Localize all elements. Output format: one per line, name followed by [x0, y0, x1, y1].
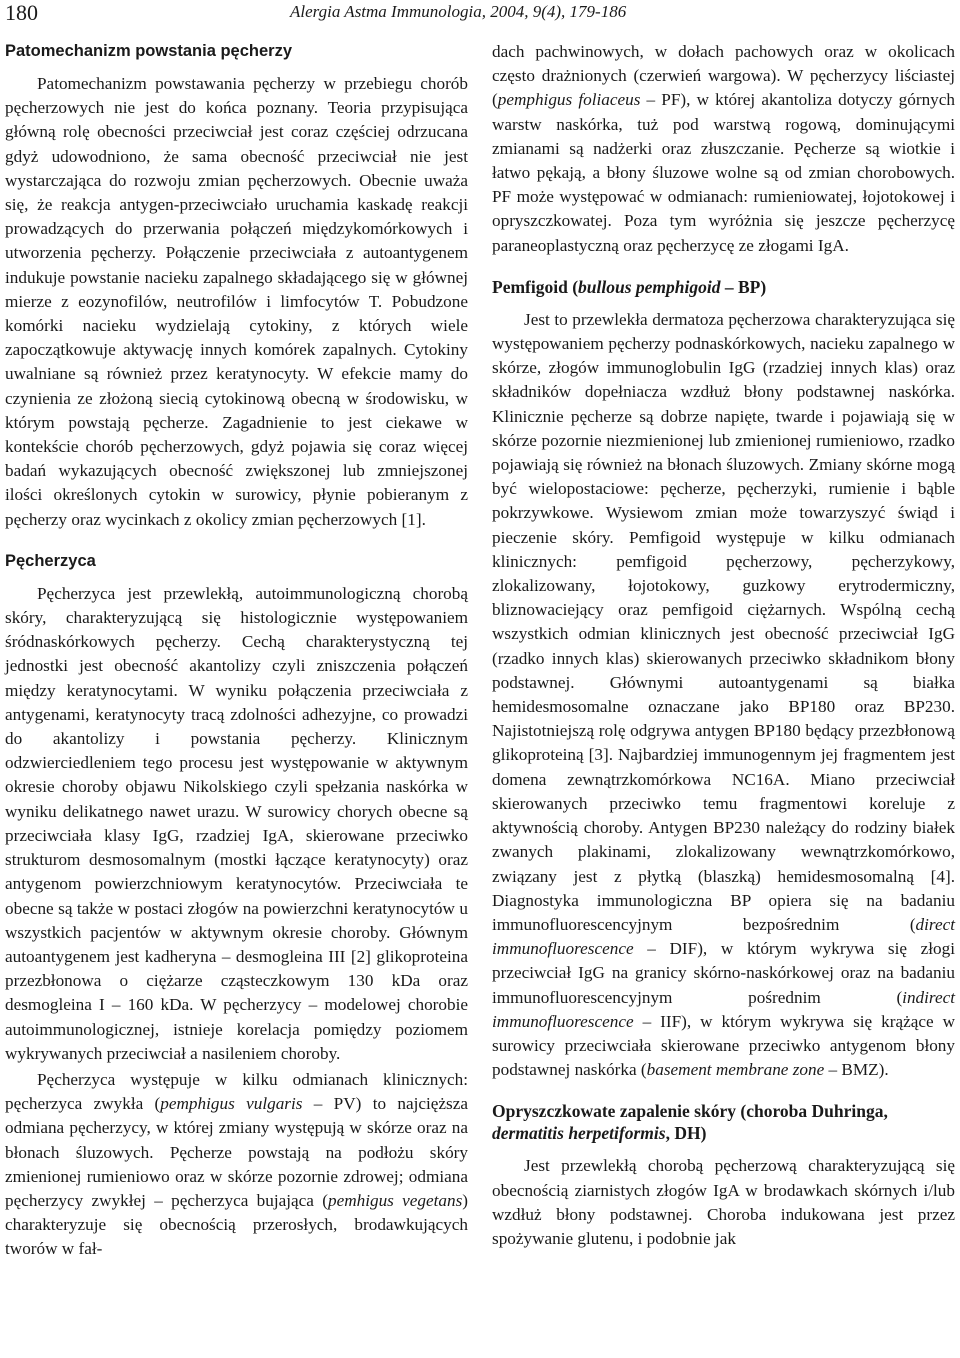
page-number: 180	[5, 0, 38, 25]
paragraph-pecherzyca-1: Pęcherzyca jest przewlekłą, autoimmunologiczną chorobą skóry, charakteryzującą się histologicznie występowaniem śródnaskórkowych pęcherzy. Cechą charakterystyczną tej jednostki jest obecność akantolizy czyli zniszczenia połączeń między keratynocytami. W wyniku połączenia przeciwciała z antygenami, keratynocyty tracą zdolności adhezyjne, co prowadzi do akantolizy i powstania pęcherzy. Klinicznym odzwierciedleniem tego procesu jest występowanie w aktywnym okresie choroby objawu Nikolskiego czyli spełzania naskórka w wyniku delikatnego nawet urazu. W surowicy chorych obecne są przeciwciała klasy IgG, rzadziej IgA, skierowane przeciwko strukturom desmosomalnym (mostki łączące keratynocyty) oraz antygenom powierzchniowym keratynocytów. Przeciwciała te obecne są także w postaci złogów na powierzchni keratynocytów u wszystkich pacjentów w aktywnym okresie choroby. Głównym autoantygenem jest kadheryna – desmogleina III [2] glikoproteina przezbłonowa o ciężarze cząsteczkowym 130 kDa oraz desmogleina I – 160 kDa. W pęcherzycy – modelowej chorobie autoimmunologicznej, istnieje korelacja pomiędzy poziomem wykrywanych przeciwciał a nasileniem choroby.	[5, 583, 468, 1063]
paragraph-pecherzyca-2: Pęcherzyca występuje w kilku odmianach klinicznych: pęcherzyca zwykła (pemphigus vulgaris – PV) to najcięższa odmiana pęcherzycy, w której zmiany występują w skórze oraz na błonach śluzowych. Pęcherze powstają na podłożu skóry zmienionej rumieniowo oraz w skórze pozornie zdrowej; odmiana pęcherzycy zwykłej – pęcherzyca bujająca (pemhigus vegetans) charakteryzuje się obecnością przerosłych, brodawkujących tworów w fał-	[5, 1069, 469, 1259]
paragraph-pemfigoid: Jest to przewlekła dermatoza pęcherzowa charakteryzująca się występowaniem pęcherzy podnaskórkowych, nacieku zapalnego w skórze, złogów immunoglobulin IgG (rzadziej innych klas) oraz składników dopełniacza wzdłuż błony podstawnej naskórka. Klinicznie pęcherze są dobrze napięte, twarde i pojawiają się w skórze pozornie niezmienionej lub zmienionej rumieniowo, rzadko pojawiają się również na błonach śluzowych. Zmiany skórne mogą być wielopostaciowe: pęcherze, pęcherzyki, rumienie i bąble pokrzywkowe. Wysiewom zmian może towarzyszyć świąd i pieczenie skóry. Pemfigoid występuje w kilku odmianach klinicznych: pemfigoid pęcherzowy, pęcherzykowy, zlokalizowany, łojotokowy, guzkowy erytrodermiczny, bliznowaciejący oraz pemfigoid ciężarnych. Wspólną cechą wszystkich odmian klinicznych jest obecność przeciwciał IgG (rzadko innych klas) skierowanych przeciwko składnikom błony podstawnej. Głównymi autoantygenami są białka hemidesmosomalne oznaczane jako BP180 oraz BP230. Najistotniejszą rolę odgrywa antygen BP180 będący przezbłonową glikoproteiną [3]. Najbardziej immunogennym jej fragmentem jest domena zewnątrzkomórkowa NC16A. Miano przeciwciał skierowanych przeciwko temu fragmentowi koreluje z aktywnością choroby. Antygen BP230 należący do rodziny białek zwanych plakinami, zlokalizowany wewnątrzkomórkowo, związany jest z płytką (blaszką) hemidesmosomalną [4]. Diagnostyka immunologiczna BP opiera się na badaniu immunofluorescencyjnym bezpośrednim (direct immunofluorescence – DIF), w którym wykrywa się złogi przeciwciał IgG na granicy skórno-naskórkowej oraz na badaniu immunofluorescencyjnym pośrednim (indirect immunofluorescence – IIF), w którym wykrywa się krążące w surowicy przeciwciała skierowane przeciwko antygenom błony podstawnej naskórka (basement membrane zone – BMZ).	[492, 309, 955, 1080]
paragraph-duhring: Jest przewlekłą chorobą pęcherzową charakteryzującą się obecnością ziarnistych złogów IgA w brodawkach skórnych i/lub wzdłuż błony podstawnej. Choroba indukowana jest przez spożywanie glutenu, i podobnie jak	[492, 1156, 955, 1248]
paragraph-patomechanizm: Patomechanizm powstawania pęcherzy w przebiegu chorób pęcherzowych nie jest do końca poznany. Teoria przypisująca główną rolę obecności przeciwciał jest coraz częściej odrzucana gdyż udowodniono, że sama obecność przeciwciał nie jest wystarczająca do rozwoju zmian pęcherzowych. Obecnie uważa się, że reakcja antygen-przeciwciało uruchamia kaskadę reakcji prowadzących do przerwania połączeń międzykomórkowych i utworzenia pęcherzy. Połączenie przeciwciała z autoantygenem indukuje powstanie nacieku zapalnego składającego się w głównej mierze z eozynofilów, neutrofilów i limfocytów T. Pobudzone komórki nacieku wydzielają cytokiny, z których wiele zapoczątkowuje aktywację innych komórek zapalnych. Cytokiny uwalniane są również przez keratynocyty. W efekcie mamy do czynienia ze złożoną siecią cytokinową obecną w środowisku, w którym powstają pęcherze. Zagadnienie to jest ciekawe w kontekście chorób pęcherzowych, gdyż pojawia się coraz więcej badań wykazujących obecność zwiększonej lub zmniejszonej ilości określonych cytokin w surowicy, płynie pobieranym z pęcherzy oraz wycinkach z okolicy zmian pęcherzowych [1].	[5, 74, 468, 529]
paragraph-pecherzyca-continued: dach pachwinowych, w dołach pachowych oraz w okolicach często drażnionych (czerwień wargowa). W pęcherzycy liściastej (pemphigus foliaceus – PF), w której akantoliza dotyczy górnych warstw naskórka, tuż pod warstwą rogową, dominującymi zmianami są nadżerki oraz złuszczanie. Pęcherze są wiotkie i łatwo pękają, a błony śluzowe wolne są od zmian chorobowych. PF może występować w odmianach: rumieniowatej, łojotokowej i opryszczkowatej. Poza tym wyróżnia się jeszcze pęcherzycę paraneoplastyczną oraz pęcherzycę ze złogami IgA.	[492, 42, 955, 255]
left-column	[5, 40, 468, 1262]
journal-citation: Alergia Astma Immunologia, 2004, 9(4), 179-186	[290, 2, 627, 21]
right-column	[492, 40, 955, 1251]
page-header	[0, 0, 960, 24]
section-heading-pemfigoid: Pemfigoid (bullous pemphigoid – BP)	[492, 276, 767, 297]
section-heading-patomechanizm: Patomechanizm powstania pęcherzy	[5, 42, 293, 60]
section-heading-pecherzyca: Pęcherzyca	[5, 551, 96, 570]
section-heading-duhring: Opryszczkowate zapalenie skóry (choroba Duhringa, dermatitis herpetiformis, DH)	[492, 1101, 888, 1144]
